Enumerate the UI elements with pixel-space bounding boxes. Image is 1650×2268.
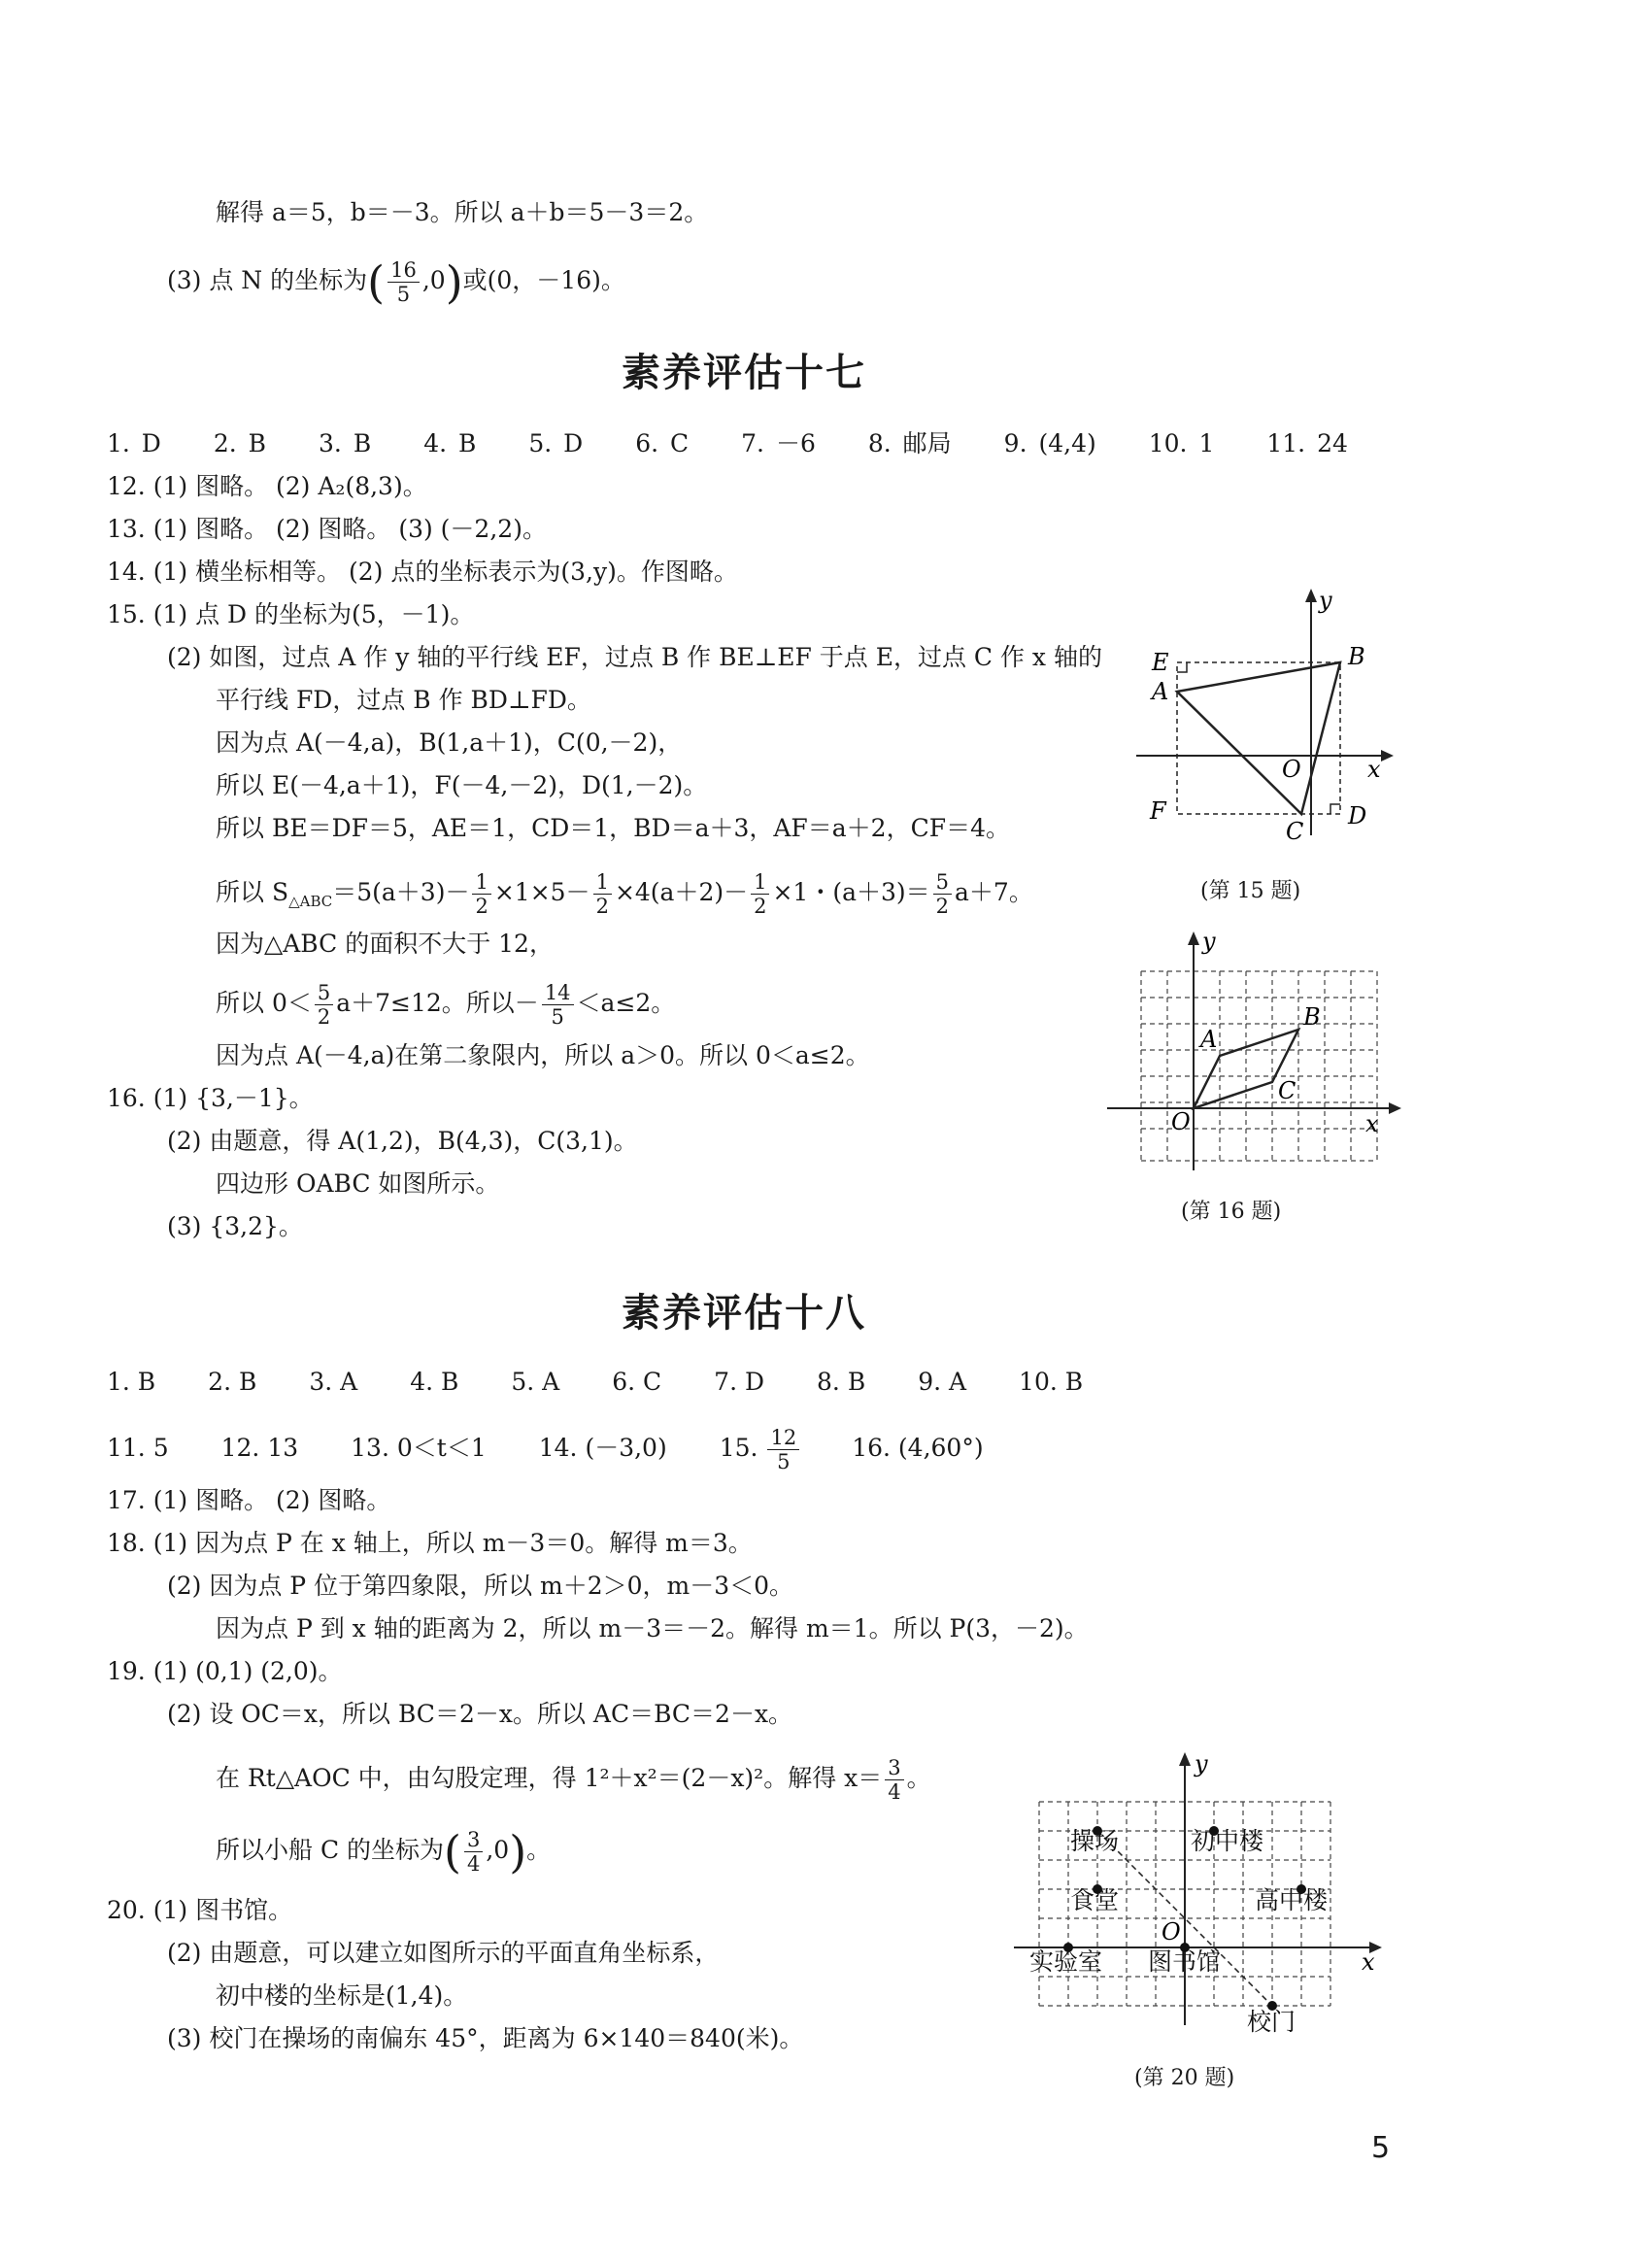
y-arrow [1188,931,1199,945]
fraction-12-5 [767,1426,799,1473]
label-O: O [1162,1918,1181,1946]
label-B: B [1348,643,1365,670]
mc-answer: 5. D [528,429,584,457]
q20-2: (2) 由题意，可以建立如图所示的平面直角坐标系， [167,1939,720,1967]
q18-3: 因为点 P 到 x 轴的距离为 2，所以 m－3＝－2。解得 m＝1。所以 P(3，－2)。 [216,1614,1089,1642]
frac-num: 14 [542,981,574,1005]
q15-9: 因为点 A(－4,a)在第二象限内，所以 a＞0。所以 0＜a≤2。 [216,1041,870,1069]
frac-den: 2 [754,895,767,918]
label-A: A [1200,1026,1218,1053]
fill-answer: 14. (－3,0) [538,1434,667,1462]
q15-7: 因为△ABC 的面积不大于 12， [216,930,554,958]
q20-3: 初中楼的坐标是(1,4)。 [216,1981,468,2010]
section-17-title: 素养评估十七 [622,351,866,395]
mc-answer: 3. A [309,1368,358,1396]
fraction-half [751,870,769,918]
paren-right: ) [509,1825,527,1879]
fraction-3-4 [464,1828,483,1876]
mc-answer: 7. －6 [741,429,816,457]
mc-answer: 11. 24 [1266,429,1348,457]
mc-answer: 3. B [319,429,372,457]
paren-right: ) [445,255,463,309]
top-line-2-tail: ,0 [421,266,446,294]
fraction-five-half [315,981,333,1029]
s18-mc-row [107,1366,1083,1399]
q18-1: 18. (1) 因为点 P 在 x 轴上，所以 m－3＝0。解得 m＝3。 [107,1529,753,1557]
mc-answer: 2. B [213,429,267,457]
q13: 13. (1) 图略。 (2) 图略。 (3) (－2,2)。 [107,515,547,543]
label-O: O [1171,1108,1191,1135]
label-D: D [1348,802,1367,829]
mc-answer: 4. B [423,429,477,457]
label-B: B [1303,1003,1321,1031]
frac-den: 5 [396,283,411,306]
dashed-rect [1177,662,1340,814]
mc-answer: 6. C [612,1368,662,1396]
frac-den: 2 [475,895,488,918]
right-angle-D [1330,804,1340,814]
caption-16: (第 16 题) [1181,1200,1282,1224]
caption-15: (第 15 题) [1200,879,1301,903]
q19-4-text: 所以小船 C 的坐标为 [216,1836,445,1864]
q15-6-sub: △ABC [288,893,333,910]
q15-1: 15. (1) 点 D 的坐标为(5，－1)。 [107,600,475,628]
top-line-1: 解得 a＝5，b＝－3。所以 a＋b＝5－3＝2。 [216,198,709,226]
frac-den: 2 [595,895,609,918]
label-O: O [1282,756,1301,783]
fraction-half [593,870,612,918]
label-x: x [1367,756,1381,783]
period: 。 [526,1836,552,1864]
frac-num: 1 [751,870,769,895]
mc-answer: 10. 1 [1148,429,1215,457]
frac-num: 3 [464,1828,483,1852]
mc-answer: 8. B [817,1368,866,1396]
mc-answer: 7. D [714,1368,765,1396]
label-junior-building: 初中楼 [1191,1827,1264,1855]
q15-8-c: ＜a≤2。 [576,989,676,1017]
top-line-2-prefix: (3) 点 N 的坐标为 [167,266,368,294]
s18-fill-row [107,1426,984,1473]
mc-answer: 1. D [107,429,161,457]
mc-answer: 9. (4,4) [1003,429,1096,457]
q15-6-b: ×1×5－ [493,878,590,906]
label-E: E [1152,649,1169,676]
x-arrow [1389,1102,1401,1114]
figure-15 [1127,583,1408,864]
top-line-2-suffix: 或(0，－16)。 [462,266,625,294]
triangle-ABC [1177,662,1340,814]
q19-4-tail: ,0 [486,1836,510,1864]
fill-answer: 11. 5 [107,1434,169,1462]
q15-3: 因为点 A(－4,a)，B(1,a＋1)，C(0,－2)， [216,728,683,757]
q19-3-text: 在 Rt△AOC 中，由勾股定理，得 1²＋x²＝(2－x)²。解得 x＝ [216,1764,883,1792]
frac-num: 5 [933,870,952,895]
q16-4: (3) {3,2}。 [167,1212,303,1240]
q17: 17. (1) 图略。 (2) 图略。 [107,1486,391,1514]
q15-4: 所以 E(－4,a＋1)，F(－4,－2)，D(1,－2)。 [216,771,708,799]
q16-3: 四边形 OABC 如图所示。 [216,1169,500,1198]
frac-num: 16 [387,258,420,283]
fraction-14-5 [542,981,574,1029]
label-senior-building: 高中楼 [1255,1886,1329,1914]
frac-den: 4 [466,1852,481,1876]
q15-6-d: ×1・(a＋3)＝ [772,878,930,906]
label-gate: 校门 [1247,2008,1296,2036]
frac-den: 4 [888,1780,901,1804]
period: 。 [906,1764,931,1792]
top-line-2 [167,255,625,309]
paren-left: ( [444,1825,461,1879]
mc-answer: 2. B [208,1368,257,1396]
q15-6-c: ×4(a＋2)－ [614,878,749,906]
fraction-3-4 [885,1756,903,1804]
q15-6-e: a＋7。 [955,878,1033,906]
q12: 12. (1) 图略。 (2) A₂(8,3)。 [107,472,427,500]
fill-answer-16: 16. (4,60°) [852,1434,984,1462]
right-angle-E [1177,662,1187,672]
section-18-title: 素养评估十八 [622,1291,866,1336]
fraction-half [472,870,490,918]
label-library: 图书馆 [1148,1947,1222,1976]
label-A: A [1152,678,1169,705]
label-canteen: 食堂 [1070,1886,1120,1914]
label-y: y [1202,928,1216,955]
frac-den: 2 [317,1005,331,1029]
q15-5: 所以 BE＝DF＝5，AE＝1，CD＝1，BD＝a＋3，AF＝a＋2，CF＝4。 [216,814,1010,842]
label-playground: 操场 [1070,1827,1120,1855]
q16-2: (2) 由题意，得 A(1,2)，B(4,3)，C(3,1)。 [167,1127,638,1155]
mc-answer: 6. C [635,429,690,457]
q19-4 [216,1825,552,1879]
mc-answer: 4. B [410,1368,459,1396]
label-F: F [1150,797,1166,825]
q15-2a: (2) 如图，过点 A 作 y 轴的平行线 EF，过点 B 作 BE⊥EF 于点 E，过点 C 作 x 轴的 [167,643,1102,671]
label-x: x [1362,1948,1375,1976]
label-x: x [1365,1110,1379,1137]
fill-answer: 13. 0＜t＜1 [351,1434,487,1462]
frac-num: 12 [767,1426,799,1450]
q15-8-a: 所以 0＜ [216,989,312,1017]
q15-6-a: ＝5(a＋3)－ [332,878,470,906]
fill-answer: 12. 13 [220,1434,299,1462]
q15-8-b: a＋7≤12。所以－ [336,989,539,1017]
q20-4: (3) 校门在操场的南偏东 45°，距离为 6×140＝840(米)。 [167,2024,804,2052]
label-C: C [1278,1077,1296,1104]
fill-answer-15: 15. [719,1434,758,1462]
figure-16 [1097,928,1408,1180]
frac-num: 1 [472,870,490,895]
q19-1: 19. (1) (0,1) (2,0)。 [107,1657,343,1685]
frac-num: 5 [315,981,333,1005]
q15-2b: 平行线 FD，过点 B 作 BD⊥FD。 [216,686,591,714]
caption-20: (第 20 题) [1134,2066,1235,2090]
y-arrow [1179,1752,1191,1766]
q14: 14. (1) 横坐标相等。 (2) 点的坐标表示为(3,y)。作图略。 [107,558,738,586]
q20-1: 20. (1) 图书馆。 [107,1896,293,1924]
fraction-five-half [933,870,952,918]
frac-den: 5 [551,1005,564,1029]
label-y: y [1319,587,1332,614]
frac-num: 3 [885,1756,903,1780]
mc-answer: 9. A [918,1368,967,1396]
q18-2: (2) 因为点 P 位于第四象限，所以 m＋2＞0，m－3＜0。 [167,1572,794,1600]
label-C: C [1286,818,1304,845]
s17-mc-row [107,427,1348,460]
y-arrow [1305,589,1317,602]
paren-left: ( [367,255,386,309]
label-y: y [1195,1750,1208,1777]
fraction-16-5 [387,258,420,306]
q16-1: 16. (1) {3,－1}。 [107,1084,314,1112]
frac-num: 1 [593,870,612,895]
frac-den: 2 [935,895,950,918]
frac-den: 5 [777,1450,791,1473]
q19-3 [216,1756,931,1804]
q15-8 [216,981,675,1029]
mc-answer: 5. A [511,1368,560,1396]
mc-answer: 10. B [1019,1368,1084,1396]
q19-2: (2) 设 OC＝x，所以 BC＝2－x。所以 AC＝BC＝2－x。 [167,1700,793,1728]
x-arrow [1381,750,1394,762]
label-lab: 实验室 [1029,1947,1103,1976]
page-number: 5 [1371,2131,1391,2165]
mc-answer: 8. 邮局 [867,429,952,457]
mc-answer: 1. B [107,1368,156,1396]
figure-20 [1010,1748,1398,2040]
q15-6 [216,870,1033,918]
q15-6-pre: 所以 S [216,878,289,906]
